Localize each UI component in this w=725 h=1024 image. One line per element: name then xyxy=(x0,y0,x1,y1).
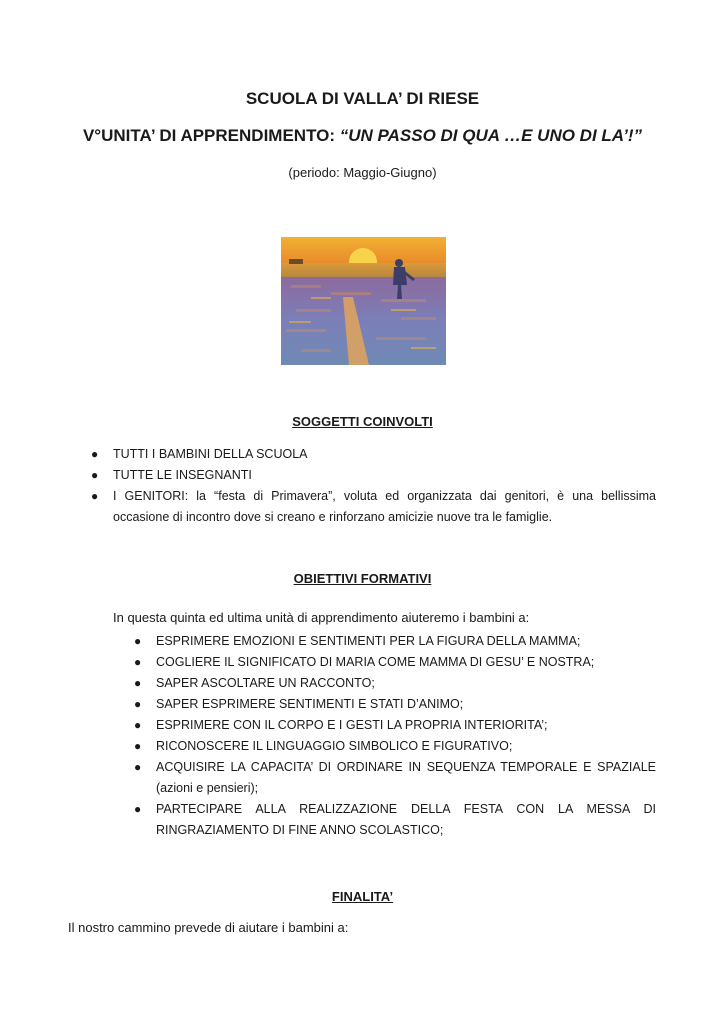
bullet-icon: ● xyxy=(134,697,142,711)
bullet-icon: ● xyxy=(134,676,142,690)
unit-title xyxy=(0,126,725,146)
bullet-icon: ● xyxy=(134,802,142,816)
finalita-intro: Il nostro cammino prevede di aiutare i bambini a: xyxy=(68,920,349,935)
section-heading-obiettivi: OBIETTIVI FORMATIVI xyxy=(293,571,432,586)
list-item: ● ESPRIMERE CON IL CORPO E I GESTI LA PROPRIA INTERIORITA’; xyxy=(156,715,656,736)
unit-quote: “UN PASSO DI QUA …E UNO DI LA’!” xyxy=(339,126,643,145)
section-heading-soggetti: SOGGETTI COINVOLTI xyxy=(292,414,433,429)
bullet-icon: ● xyxy=(91,489,99,503)
list-item: ● I GENITORI: la “festa di Primavera”, voluta ed organizzata dai genitori, è una bellissima occasione di incontro dove si creano e rinforzano amicizie nuove tra le famiglie. xyxy=(113,486,656,528)
list-item: ● RICONOSCERE IL LINGUAGGIO SIMBOLICO E FIGURATIVO; xyxy=(156,736,656,757)
obiettivi-intro: In questa quinta ed ultima unità di apprendimento aiuteremo i bambini a: xyxy=(113,610,530,625)
bullet-icon: ● xyxy=(134,634,142,648)
list-item: ● TUTTI I BAMBINI DELLA SCUOLA xyxy=(113,444,656,465)
bullet-icon: ● xyxy=(134,655,142,669)
list-item: ● PARTECIPARE ALLA REALIZZAZIONE DELLA FESTA CON LA MESSA DI RINGRAZIAMENTO DI FINE ANNO SCOLASTICO; xyxy=(156,799,656,841)
school-title: SCUOLA DI VALLA’ DI RIESE xyxy=(245,89,480,108)
list-item: ● TUTTE LE INSEGNANTI xyxy=(113,465,656,486)
bullet-icon: ● xyxy=(134,739,142,753)
sower-painting-image xyxy=(281,237,446,365)
obiettivi-list xyxy=(134,631,656,841)
list-item: ● COGLIERE IL SIGNIFICATO DI MARIA COME MAMMA DI GESU’ E NOSTRA; xyxy=(156,652,656,673)
list-item: ● SAPER ASCOLTARE UN RACCONTO; xyxy=(156,673,656,694)
list-item: ● ESPRIMERE EMOZIONI E SENTIMENTI PER LA FIGURA DELLA MAMMA; xyxy=(156,631,656,652)
bullet-icon: ● xyxy=(134,718,142,732)
unit-prefix: V°UNITA’ DI APPRENDIMENTO: xyxy=(82,126,340,145)
bullet-icon: ● xyxy=(134,760,142,774)
bullet-icon: ● xyxy=(91,468,99,482)
list-item: ● SAPER ESPRIMERE SENTIMENTI E STATI D’ANIMO; xyxy=(156,694,656,715)
list-item: ● ACQUISIRE LA CAPACITA’ DI ORDINARE IN SEQUENZA TEMPORALE E SPAZIALE (azioni e pensieri); xyxy=(156,757,656,799)
bullet-icon: ● xyxy=(91,447,99,461)
section-heading-finalita: FINALITA’ xyxy=(331,889,394,904)
soggetti-list xyxy=(91,444,656,528)
period-text: (periodo: Maggio-Giugno) xyxy=(288,165,437,180)
